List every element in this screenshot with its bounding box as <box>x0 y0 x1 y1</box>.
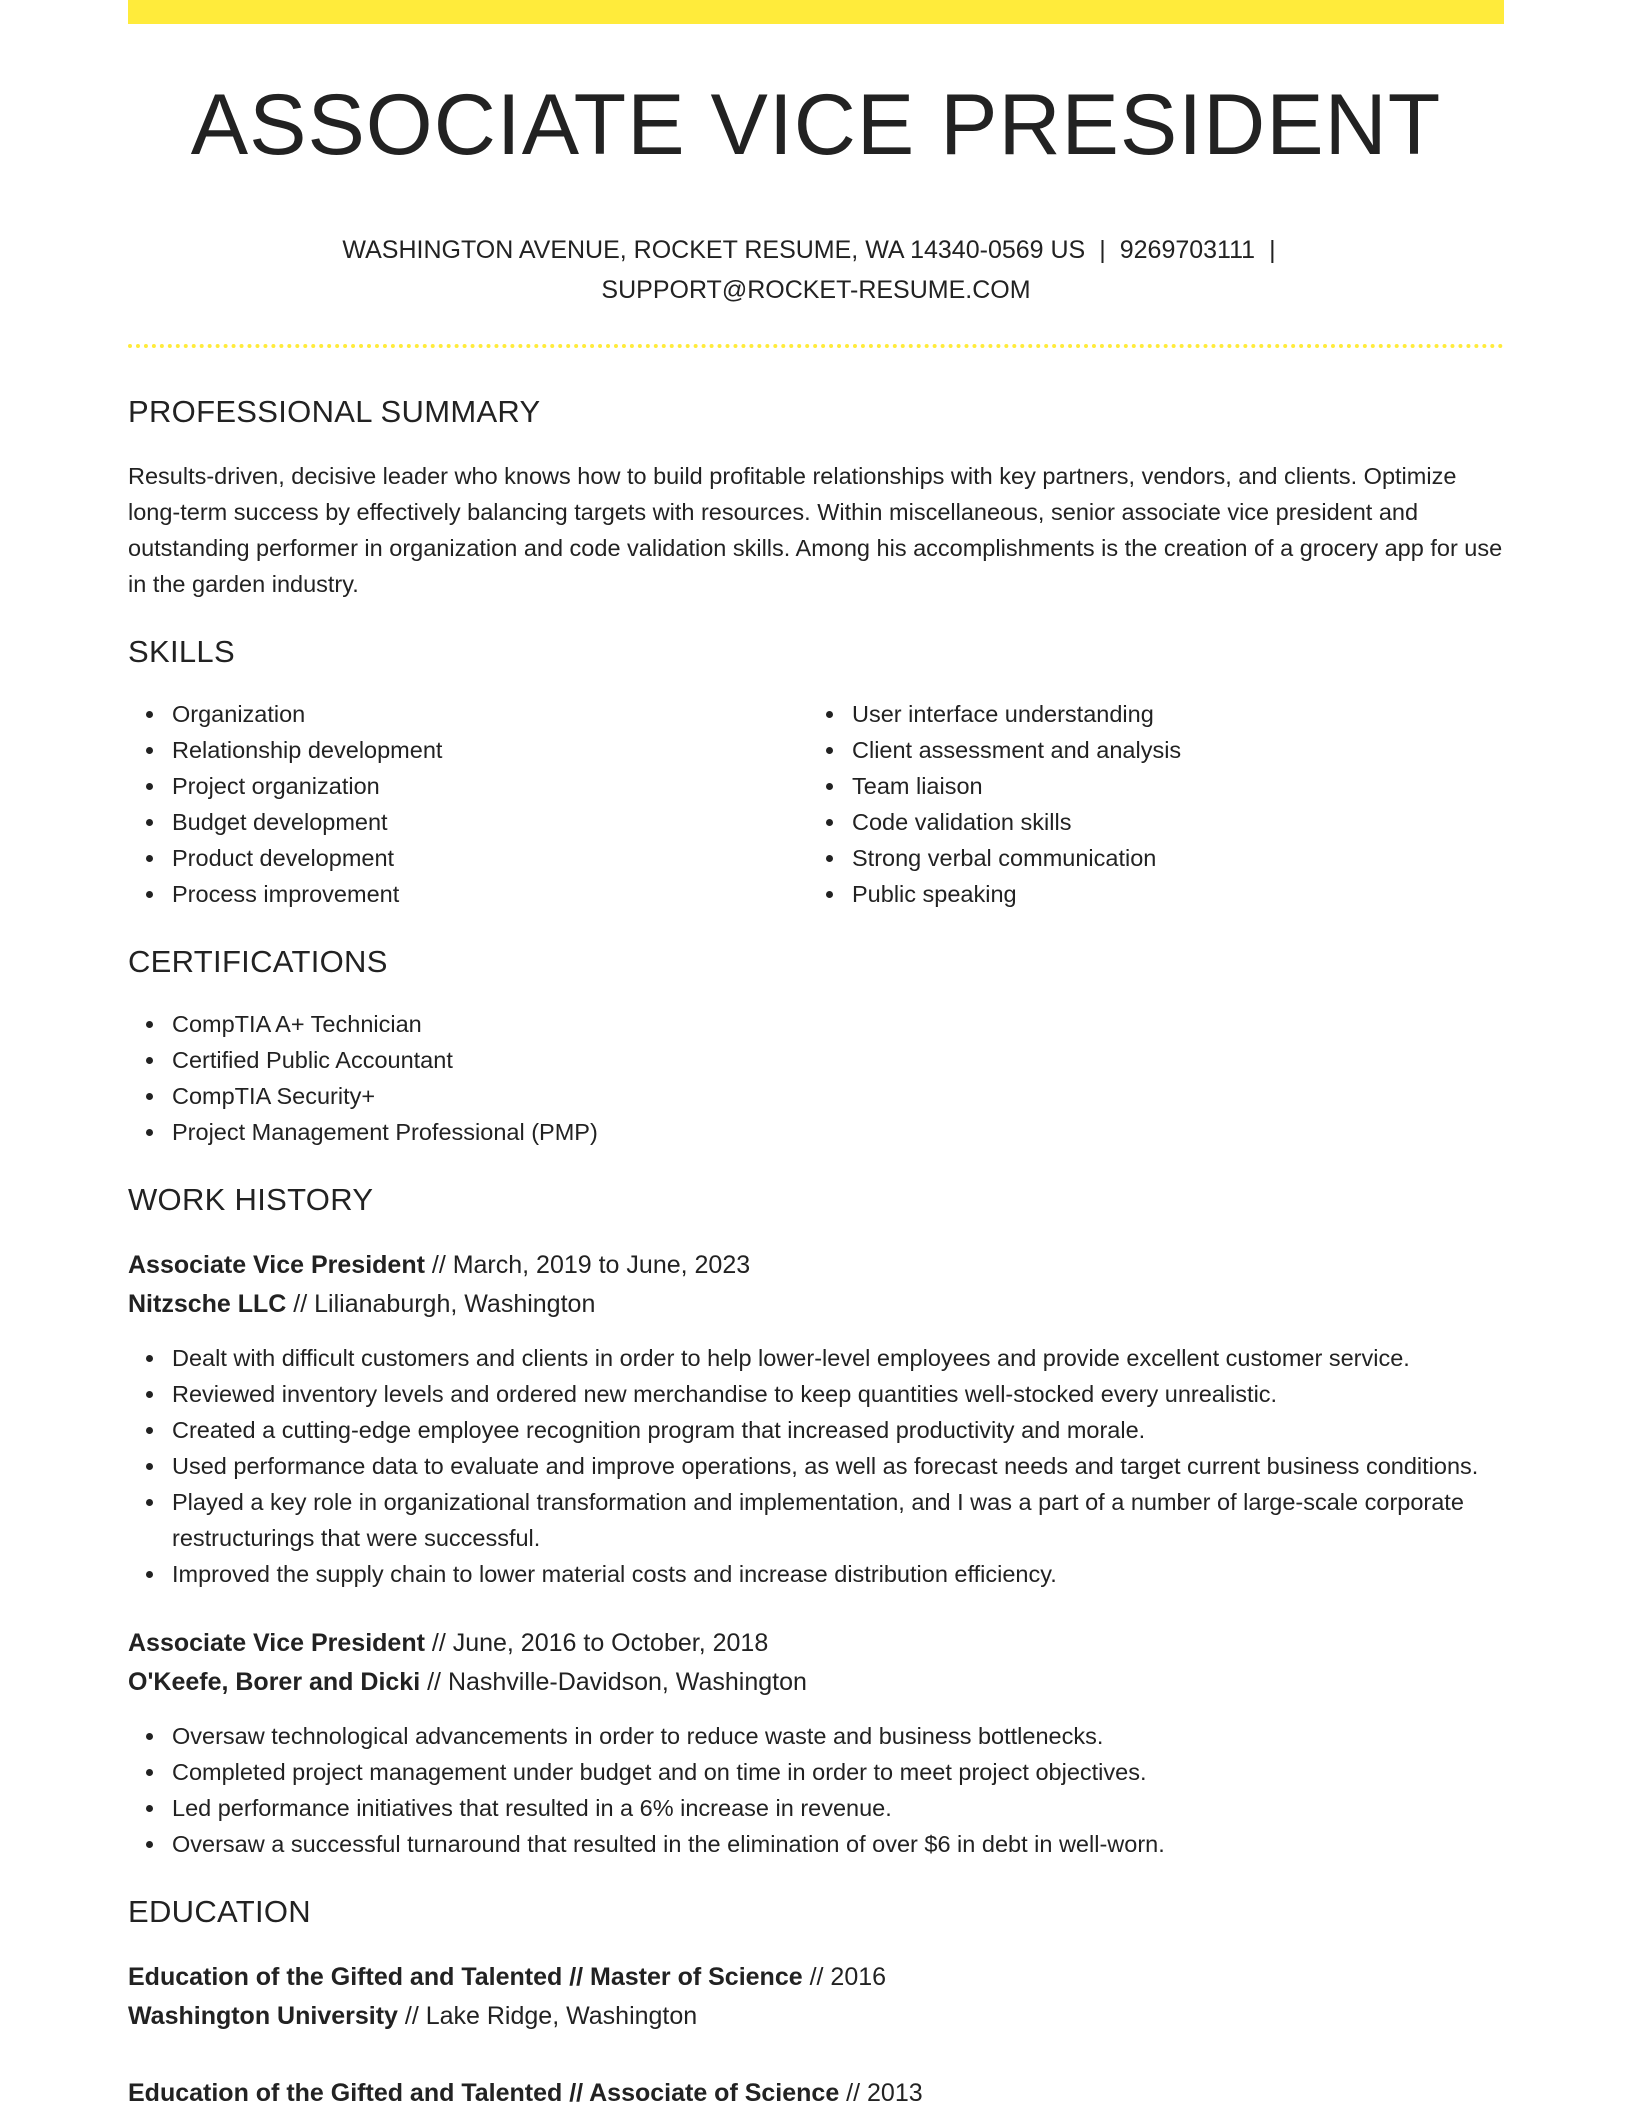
job-title-line <box>128 1624 1504 1663</box>
education-year: // 2013 <box>839 2079 923 2107</box>
skills-column-right <box>806 696 1462 912</box>
skill-item: Client assessment and analysis <box>852 732 1462 768</box>
skill-item: Team liaison <box>852 768 1462 804</box>
job-duty: Played a key role in organizational transformation and implementation, and I was a part of a number of large-scale corporate restructurings that were successful. <box>172 1484 1504 1556</box>
education-degree-line <box>128 2074 1504 2113</box>
job-duties <box>128 1340 1504 1592</box>
job-duty: Reviewed inventory levels and ordered new merchandise to keep quantities well-stocked every unrealistic. <box>172 1376 1504 1412</box>
skill-item: Budget development <box>172 804 806 840</box>
email-address: SUPPORT@ROCKET-RESUME.COM <box>601 276 1031 304</box>
certification-item: Project Management Professional (PMP) <box>172 1114 1504 1150</box>
contact-separator: | <box>1099 236 1106 264</box>
job-duty: Created a cutting-edge employee recognition program that increased productivity and morale. <box>172 1412 1504 1448</box>
job-dates: // June, 2016 to October, 2018 <box>424 1629 769 1657</box>
certification-item: CompTIA Security+ <box>172 1078 1504 1114</box>
work-history-heading: WORK HISTORY <box>128 1182 374 1217</box>
skills-list <box>128 696 1504 912</box>
skill-item: Strong verbal communication <box>852 840 1462 876</box>
skill-item: Code validation skills <box>852 804 1462 840</box>
certifications-list <box>128 1006 1504 1150</box>
skill-item: Project organization <box>172 768 806 804</box>
job-dates: // March, 2019 to June, 2023 <box>424 1251 751 1279</box>
job-duty: Used performance data to evaluate and improve operations, as well as forecast needs and target current business conditions. <box>172 1448 1504 1484</box>
skill-item: User interface understanding <box>852 696 1462 732</box>
education-school: Washington University <box>128 2002 398 2030</box>
certification-item: Certified Public Accountant <box>172 1042 1504 1078</box>
job-company-line <box>128 1285 1504 1324</box>
job-entry <box>128 1246 1504 1592</box>
skill-item: Process improvement <box>172 876 806 912</box>
header-divider <box>128 344 1504 348</box>
job-duty: Led performance initiatives that resulted in a 6% increase in revenue. <box>172 1790 1504 1826</box>
skill-item: Product development <box>172 840 806 876</box>
skills-heading: SKILLS <box>128 634 235 669</box>
resume-title: ASSOCIATE VICE PRESIDENT <box>190 77 1442 173</box>
job-company-line <box>128 1663 1504 1702</box>
education-location: // Lake Ridge, Washington <box>397 2002 698 2030</box>
education-year: // 2016 <box>802 1963 887 1991</box>
accent-bar <box>128 0 1504 24</box>
job-title-line <box>128 1246 1504 1285</box>
contact-separator: | <box>1269 236 1276 264</box>
certification-item: CompTIA A+ Technician <box>172 1006 1504 1042</box>
job-duty: Oversaw a successful turnaround that resulted in the elimination of over $6 in debt in well-worn. <box>172 1826 1504 1862</box>
skill-item: Organization <box>172 696 806 732</box>
summary-text: Results-driven, decisive leader who knows how to build profitable relationships with key partners, vendors, and clients. Optimize long-term success by effectively balancing targets with resources. Within miscellaneous, senior associate vice president and outstanding performer in organization and code validation skills. Among his accomplishments is the creation of a grocery app for use in the garden industry. <box>128 463 1503 597</box>
job-entry <box>128 1624 1504 1862</box>
job-duty: Completed project management under budget and on time in order to meet project objectives. <box>172 1754 1504 1790</box>
job-duties <box>128 1718 1504 1862</box>
job-duty: Oversaw technological advancements in order to reduce waste and business bottlenecks. <box>172 1718 1504 1754</box>
job-company: O'Keefe, Borer and Dicki <box>128 1668 421 1696</box>
education-entry <box>128 2074 1504 2113</box>
summary-heading: PROFESSIONAL SUMMARY <box>128 394 541 429</box>
job-role: Associate Vice President <box>128 1251 425 1279</box>
education-school-line <box>128 1997 1504 2036</box>
skill-item: Public speaking <box>852 876 1462 912</box>
resume-page <box>128 0 1504 2113</box>
job-role: Associate Vice President <box>128 1629 425 1657</box>
job-location: // Nashville-Davidson, Washington <box>420 1668 807 1696</box>
job-location: // Lilianaburgh, Washington <box>286 1290 596 1318</box>
education-entry <box>128 1958 1504 2036</box>
education-degree: Education of the Gifted and Talented // Master of Science <box>128 1963 803 1991</box>
contact-info <box>286 230 1346 310</box>
certifications-heading: CERTIFICATIONS <box>128 944 388 979</box>
job-company: Nitzsche LLC <box>128 1290 287 1318</box>
skill-item: Relationship development <box>172 732 806 768</box>
address: WASHINGTON AVENUE, ROCKET RESUME, WA 14340-0569 US <box>342 236 1086 264</box>
job-duty: Improved the supply chain to lower material costs and increase distribution efficiency. <box>172 1556 1504 1592</box>
job-duty: Dealt with difficult customers and clients in order to help lower-level employees and provide excellent customer service. <box>172 1340 1504 1376</box>
phone-number: 9269703111 <box>1119 236 1256 264</box>
skills-column-left <box>128 696 806 912</box>
education-heading: EDUCATION <box>128 1894 311 1929</box>
education-degree: Education of the Gifted and Talented // Associate of Science <box>128 2079 840 2107</box>
education-degree-line <box>128 1958 1504 1997</box>
